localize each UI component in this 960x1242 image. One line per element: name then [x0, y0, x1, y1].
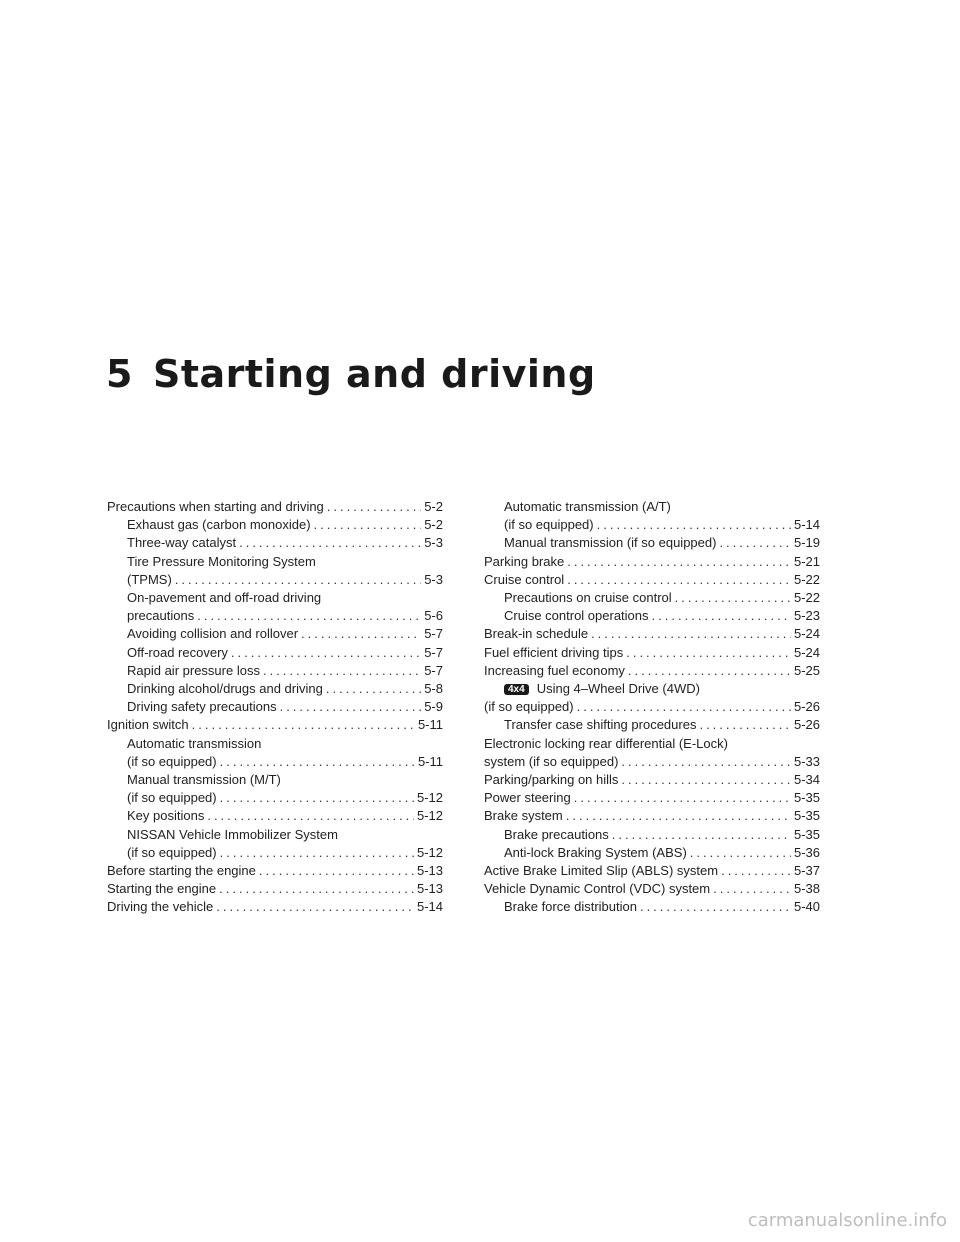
toc-entry[interactable]: [484, 607, 820, 625]
toc-entry-text: Increasing fuel economy: [484, 662, 625, 678]
toc-entry-page: 5-36: [793, 844, 820, 860]
toc-entry-row: [127, 625, 443, 643]
toc-entry-text: system (if so equipped): [484, 753, 619, 769]
toc-entry[interactable]: [107, 589, 443, 625]
toc-entry-row: [107, 498, 443, 516]
toc-entry-row: [484, 880, 820, 898]
toc-entry-page: 5-37: [793, 863, 820, 879]
dot-leader: [577, 698, 791, 716]
toc-entry[interactable]: [107, 716, 443, 734]
toc-entry-row: [504, 898, 820, 916]
dot-leader: [621, 771, 791, 789]
toc-entry-row: [484, 553, 820, 571]
toc-entry-text: Before starting the engine: [107, 863, 256, 879]
toc-entry-page: 5-21: [793, 553, 820, 569]
toc-entry-4wd-row: [484, 698, 820, 716]
toc-entry-page: 5-40: [793, 899, 820, 915]
toc-entry-row: [107, 716, 443, 734]
toc-entry-text: Fuel efficient driving tips: [484, 644, 624, 660]
dot-leader: [263, 662, 421, 680]
dot-leader: [192, 716, 415, 734]
toc-entry-row: [127, 644, 443, 662]
toc-entry-page: 5-12: [416, 808, 443, 824]
toc-entry-page: 5-26: [793, 717, 820, 733]
toc-entry-row: [484, 807, 820, 825]
dot-leader: [612, 826, 791, 844]
toc-entry[interactable]: [484, 826, 820, 844]
toc-entry-text: Three-way catalyst: [127, 535, 237, 551]
toc-entry-text: Cruise control operations: [504, 608, 649, 624]
toc-entry[interactable]: [484, 880, 820, 898]
toc-entry-page: 5-24: [793, 626, 820, 642]
toc-entry-text: Avoiding collision and rollover: [127, 626, 299, 642]
toc-entry[interactable]: [107, 516, 443, 534]
toc-entry-page: 5-2: [424, 517, 443, 533]
dot-leader: [721, 862, 791, 880]
toc-entry-page: 5-14: [793, 517, 820, 533]
toc-entry-line: Manual transmission (M/T): [127, 772, 281, 788]
toc-entry-text: Key positions: [127, 808, 205, 824]
dot-leader: [259, 862, 414, 880]
toc-entry[interactable]: [107, 735, 443, 771]
toc-entry-row: [127, 516, 443, 534]
toc-entry[interactable]: [107, 880, 443, 898]
chapter-name: Starting and driving: [152, 352, 596, 396]
dot-leader: [574, 789, 791, 807]
toc-entry-page: 5-9: [424, 699, 443, 715]
toc-entry-text: Driving the vehicle: [107, 899, 214, 915]
toc-entry-row: [127, 607, 443, 625]
toc-entry-row: [107, 898, 443, 916]
toc-entry-row: [127, 789, 443, 807]
toc-entry[interactable]: [107, 553, 443, 589]
toc-entry-row: [484, 644, 820, 662]
toc-list-right-b: [484, 716, 820, 916]
toc-entry-row: [107, 862, 443, 880]
toc-entry-page: 5-7: [424, 644, 443, 660]
toc-entry[interactable]: [107, 680, 443, 698]
toc-entry-line: On-pavement and off-road driving: [127, 590, 322, 606]
toc-entry[interactable]: [107, 826, 443, 862]
dot-leader: [175, 571, 421, 589]
toc-entry-row: [504, 516, 820, 534]
toc-entry-text: Rapid air pressure loss: [127, 662, 260, 678]
toc-entry-line: NISSAN Vehicle Immobilizer System: [127, 826, 338, 842]
toc-entry-text: precautions: [127, 608, 195, 624]
toc-entry-text: Parking brake: [484, 553, 565, 569]
toc-entry[interactable]: [484, 498, 820, 534]
toc-entry-row: [484, 789, 820, 807]
dot-leader: [216, 898, 414, 916]
dot-leader: [628, 662, 791, 680]
toc-entry-row: [127, 571, 443, 589]
toc-entry-page: 5-25: [793, 662, 820, 678]
dot-leader: [219, 880, 414, 898]
four-wheel-drive-badge-icon: 4x4: [504, 684, 529, 695]
toc-entry-row: [127, 753, 443, 771]
toc-entry-text: (TPMS): [127, 571, 172, 587]
toc-entry-text: (if so equipped): [127, 790, 217, 806]
toc-entry-row: [484, 862, 820, 880]
watermark: carmanualsonline.info: [747, 1210, 947, 1231]
dot-leader: [567, 553, 791, 571]
toc-entry-4wd[interactable]: [484, 680, 820, 716]
dot-leader: [591, 625, 791, 643]
toc-entry-row: [504, 534, 820, 552]
dot-leader: [626, 644, 791, 662]
toc-entry-row: [484, 662, 820, 680]
toc-entry-row: [127, 680, 443, 698]
dot-leader: [197, 607, 421, 625]
dot-leader: [327, 498, 421, 516]
toc-entry-row: [504, 589, 820, 607]
toc-entry-page: 5-35: [793, 790, 820, 806]
dot-leader: [675, 589, 791, 607]
dot-leader: [207, 807, 414, 825]
toc-entry-text: Break-in schedule: [484, 626, 589, 642]
toc-entry-page: 5-7: [424, 662, 443, 678]
dot-leader: [567, 571, 791, 589]
toc-entry[interactable]: [484, 771, 820, 789]
dot-leader: [597, 516, 791, 534]
toc-entry-row: [107, 880, 443, 898]
toc-entry-text: Manual transmission (if so equipped): [504, 535, 717, 551]
toc-entry-page: 5-34: [793, 772, 820, 788]
toc-entry[interactable]: [107, 898, 443, 916]
toc-entry-4wd-heading: [484, 680, 820, 698]
dot-leader: [719, 534, 791, 552]
toc-entry-text: Cruise control: [484, 571, 565, 587]
toc-entry-page: 5-12: [416, 790, 443, 806]
toc-entry[interactable]: [484, 625, 820, 643]
toc-entry[interactable]: [107, 625, 443, 643]
dot-leader: [280, 698, 422, 716]
toc-entry-row: [127, 807, 443, 825]
toc-entry-text: Driving safety precautions: [127, 699, 277, 715]
toc-column-left: [107, 498, 443, 917]
toc-entry-page: 5-8: [424, 681, 443, 697]
toc-entry-page: 5-22: [793, 590, 820, 606]
toc-entry[interactable]: [107, 534, 443, 552]
toc-entry-page: 5-35: [793, 808, 820, 824]
toc-entry[interactable]: [484, 789, 820, 807]
toc-entry[interactable]: [484, 662, 820, 680]
dot-leader: [220, 753, 415, 771]
toc-entry-text: Ignition switch: [107, 717, 189, 733]
dot-leader: [231, 644, 421, 662]
toc-entry-row: [504, 826, 820, 844]
toc-entry-page: 5-33: [793, 753, 820, 769]
toc-entry[interactable]: [484, 862, 820, 880]
toc-list-left: [107, 498, 443, 917]
toc-entry-text: (if so equipped): [127, 753, 217, 769]
chapter-number: 5: [106, 352, 133, 396]
toc-entry[interactable]: [107, 498, 443, 516]
toc-entry-text: Exhaust gas (carbon monoxide): [127, 517, 311, 533]
toc-entry-row: [484, 771, 820, 789]
toc-entry[interactable]: [484, 735, 820, 771]
toc-column-right: [484, 498, 820, 917]
toc-entry-page: 5-13: [416, 863, 443, 879]
toc-entry-page: 5-3: [424, 571, 443, 587]
toc-entry-text: (if so equipped): [127, 844, 217, 860]
toc-entry-page: 5-24: [793, 644, 820, 660]
toc-entry-text: Precautions on cruise control: [504, 590, 672, 606]
toc-entry-page: 5-19: [793, 535, 820, 551]
toc-entry-row: [127, 844, 443, 862]
toc-entry-page: 5-2: [424, 499, 443, 514]
toc-entry-text: Brake system: [484, 808, 563, 824]
toc-entry[interactable]: [107, 698, 443, 716]
toc-entry-text: Brake force distribution: [504, 899, 637, 915]
toc-entry[interactable]: [484, 571, 820, 589]
toc-entry[interactable]: [107, 862, 443, 880]
toc-entry-text: Power steering: [484, 790, 571, 806]
toc-entry-text: Vehicle Dynamic Control (VDC) system: [484, 881, 711, 897]
toc-entry-page: 5-13: [416, 881, 443, 897]
toc-entry-row: [504, 716, 820, 734]
toc-entry[interactable]: [107, 662, 443, 680]
toc-entry-row: [484, 571, 820, 589]
toc-entry-page: 5-7: [424, 626, 443, 642]
toc-entry-page: 5-11: [417, 753, 443, 769]
toc-entry-text: (if so equipped): [504, 517, 594, 533]
toc-entry-row: [504, 844, 820, 862]
toc-entry-text: Active Brake Limited Slip (ABLS) system: [484, 863, 719, 879]
toc-entry-text: Anti-lock Braking System (ABS): [504, 844, 687, 860]
toc-entry-text: Parking/parking on hills: [484, 772, 619, 788]
toc-entry-row: [504, 607, 820, 625]
dot-leader: [652, 607, 791, 625]
toc-entry[interactable]: [107, 644, 443, 662]
dot-leader: [566, 807, 791, 825]
dot-leader: [301, 625, 421, 643]
toc-entry-text: Precautions when starting and driving: [107, 499, 324, 514]
toc-entry-page: 5-38: [793, 881, 820, 897]
toc-entry[interactable]: [484, 553, 820, 571]
toc-entry-text: Starting the engine: [107, 881, 217, 897]
toc-entry-page: 5-14: [416, 899, 443, 915]
dot-leader: [690, 844, 791, 862]
toc-entry-4wd-line: Using 4–Wheel Drive (4WD): [536, 681, 700, 697]
dot-leader: [621, 753, 791, 771]
toc-entry-text: Drinking alcohol/drugs and driving: [127, 681, 323, 697]
dot-leader: [220, 789, 414, 807]
toc-entry-row: [127, 662, 443, 680]
toc-entry-page: 5-11: [417, 717, 443, 733]
toc-entry[interactable]: [484, 644, 820, 662]
toc-entry-page: 5-23: [793, 608, 820, 624]
toc-entry-row: [484, 753, 820, 771]
toc-entry[interactable]: [484, 716, 820, 734]
toc-entry-row: [127, 698, 443, 716]
toc-entry[interactable]: [484, 807, 820, 825]
toc-entry-page: 5-35: [793, 826, 820, 842]
toc-entry[interactable]: [484, 589, 820, 607]
dot-leader: [239, 534, 421, 552]
dot-leader: [326, 680, 421, 698]
toc-entry-text: Off-road recovery: [127, 644, 228, 660]
toc-entry-line: Tire Pressure Monitoring System: [127, 553, 316, 569]
toc-entry[interactable]: [484, 844, 820, 862]
toc-entry-page: 5-3: [424, 535, 443, 551]
toc-entry-line: Automatic transmission: [127, 735, 262, 751]
dot-leader: [640, 898, 791, 916]
toc-entry-4wd-text: (if so equipped): [484, 699, 574, 715]
toc-list-right-a: [484, 498, 820, 680]
toc-entry[interactable]: [107, 807, 443, 825]
toc-entry[interactable]: [484, 534, 820, 552]
toc-entry-page: 5-22: [793, 571, 820, 587]
toc-entry-row: [484, 625, 820, 643]
toc-entry-line: Electronic locking rear differential (E-Lock): [484, 735, 728, 751]
chapter-title: [106, 352, 596, 396]
dot-leader: [220, 844, 414, 862]
toc-entry-row: [127, 534, 443, 552]
dot-leader: [699, 716, 791, 734]
toc-entry-line: Automatic transmission (A/T): [504, 499, 671, 514]
dot-leader: [314, 516, 422, 534]
toc-entry-text: Transfer case shifting procedures: [504, 717, 697, 733]
dot-leader: [713, 880, 791, 898]
toc-entry[interactable]: [107, 771, 443, 807]
toc-entry-4wd-page: 5-26: [793, 699, 820, 715]
toc-entry-page: 5-12: [416, 844, 443, 860]
toc-entry-text: Brake precautions: [504, 826, 609, 842]
toc-entry-page: 5-6: [424, 608, 443, 624]
toc-entry[interactable]: [484, 898, 820, 916]
